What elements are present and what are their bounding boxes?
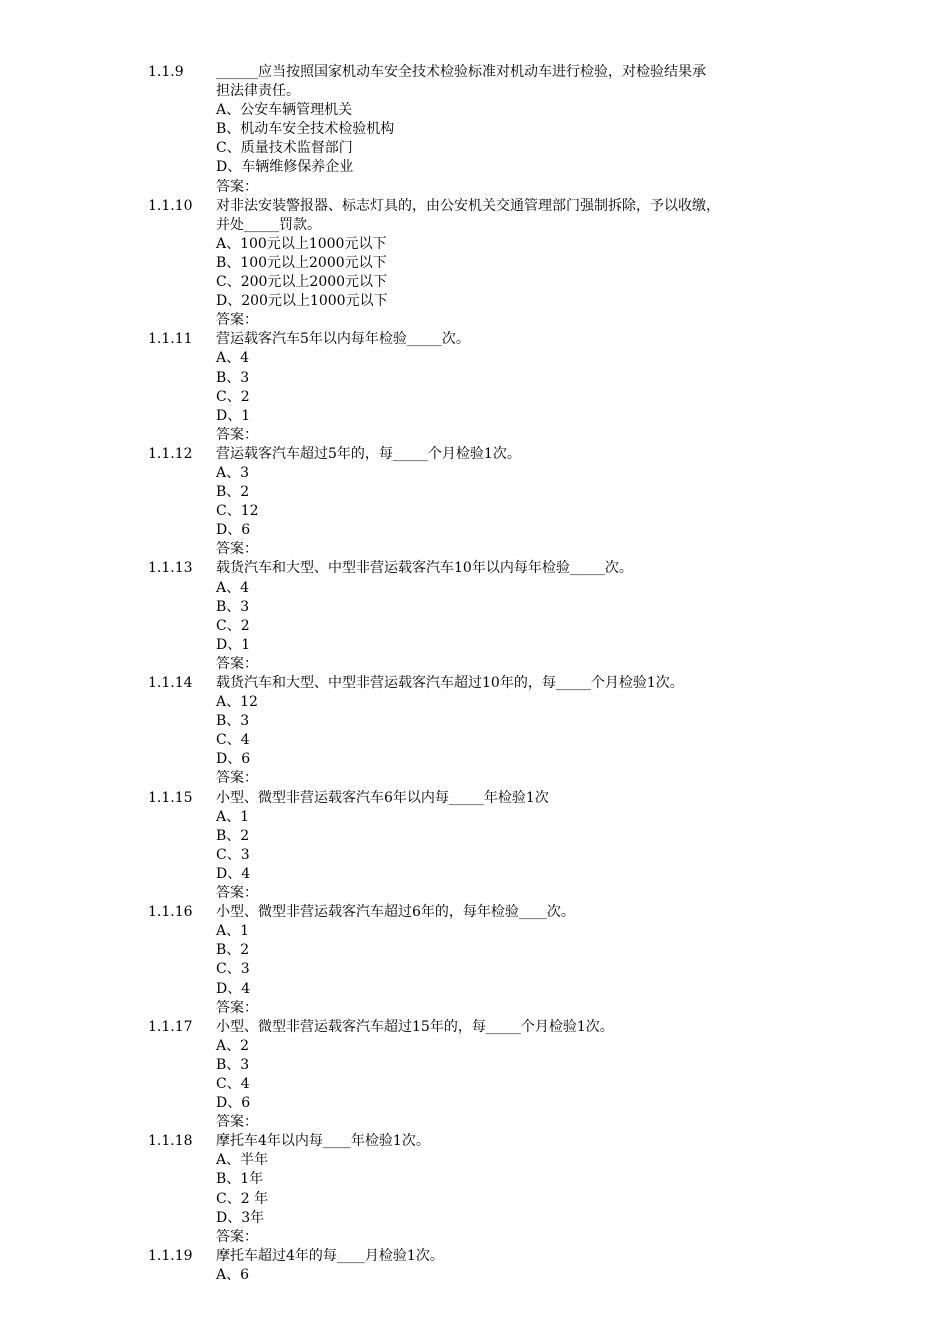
question-text-line: 小型、微型非营运载客汽车超过15年的，每_____个月检验1次。: [216, 1018, 614, 1035]
answer-label: 答案：: [216, 312, 258, 329]
answer-option: C、4: [216, 1075, 250, 1092]
answer-option: B、3: [216, 713, 250, 730]
question-text-line: 摩托车4年以内每____年检验1次。: [216, 1133, 430, 1150]
answer-option: A、半年: [216, 1152, 269, 1169]
answer-option: C、2: [216, 388, 250, 405]
answer-option: C、4: [216, 732, 250, 749]
answer-option: D、200元以上1000元以下: [216, 293, 388, 310]
answer-option: C、12: [216, 503, 259, 520]
answer-option: A、100元以上1000元以下: [216, 235, 387, 252]
answer-label: 答案：: [216, 541, 258, 558]
question-text-line: 营运载客汽车超过5年的，每_____个月检验1次。: [216, 445, 521, 462]
question-text-line: 小型、微型非营运载客汽车6年以内每_____年检验1次: [216, 789, 549, 806]
question-text-line: 载货汽车和大型、中型非营运载客汽车超过10年的，每_____个月检验1次。: [216, 675, 684, 691]
question-text-line: 小型、微型非营运载客汽车超过6年的，每年检验____次。: [216, 904, 575, 921]
question-block: [0, 559, 950, 674]
answer-option: B、100元以上2000元以下: [216, 254, 387, 271]
answer-label: 答案：: [216, 770, 258, 787]
answer-option: B、2: [216, 484, 250, 501]
question-text-line: 摩托车超过4年的每____月检验1次。: [216, 1247, 444, 1264]
answer-option: D、6: [216, 522, 251, 539]
question-number: 1.1.14: [148, 675, 193, 691]
question-number: 1.1.15: [148, 789, 193, 806]
question-text-line: 担法律责任。: [216, 83, 300, 100]
question-number: 1.1.17: [148, 1018, 193, 1035]
answer-label: 答案：: [216, 885, 258, 902]
answer-option: D、4: [216, 980, 251, 997]
question-text-line: 载货汽车和大型、中型非营运载客汽车10年以内每年检验_____次。: [216, 560, 633, 577]
question-block: [0, 903, 950, 1018]
answer-option: B、2: [216, 942, 250, 959]
question-text-line: ______应当按照国家机动车安全技术检验标准对机动车进行检验，对检验结果承: [216, 64, 706, 80]
answer-option: B、3: [216, 1056, 250, 1073]
answer-option: C、3: [216, 961, 250, 978]
answer-option: C、2: [216, 617, 250, 634]
answer-label: 答案：: [216, 655, 258, 672]
answer-option: D、6: [216, 751, 251, 768]
question-block: [0, 1132, 950, 1247]
answer-label: 答案：: [216, 1228, 258, 1245]
answer-option: B、1年: [216, 1171, 264, 1188]
question-block: [0, 445, 950, 560]
answer-option: C、3: [216, 846, 250, 863]
answer-option: B、2: [216, 827, 250, 844]
question-text-line: 对非法安装警报器、标志灯具的，由公安机关交通管理部门强制拆除，予以收缴，: [216, 197, 720, 214]
answer-option: A、4: [216, 579, 250, 596]
question-block: [0, 197, 950, 331]
answer-label: 答案：: [216, 426, 258, 443]
answer-option: C、质量技术监督部门: [216, 140, 353, 157]
answer-option: D、3年: [216, 1209, 265, 1226]
question-block: [0, 674, 950, 789]
answer-label: 答案：: [216, 178, 258, 195]
answer-option: A、4: [216, 350, 250, 367]
question-block: [0, 330, 950, 445]
answer-option: D、4: [216, 865, 251, 882]
question-number: 1.1.19: [148, 1247, 193, 1264]
answer-option: A、3: [216, 464, 250, 481]
answer-option: A、公安车辆管理机关: [216, 102, 353, 119]
answer-option: A、12: [216, 694, 258, 711]
answer-option: B、机动车安全技术检验机构: [216, 121, 395, 138]
question-text-line: 并处_____罚款。: [216, 216, 321, 233]
question-number: 1.1.16: [148, 904, 193, 921]
answer-label: 答案：: [216, 1114, 258, 1131]
question-number: 1.1.18: [148, 1133, 193, 1150]
answer-option: D、6: [216, 1095, 251, 1112]
document-page: [0, 63, 950, 1285]
answer-option: D、车辆维修保养企业: [216, 159, 354, 176]
question-block: [0, 63, 950, 197]
question-number: 1.1.12: [148, 445, 193, 462]
answer-option: D、1: [216, 636, 251, 653]
answer-option: B、3: [216, 369, 250, 386]
question-block: [0, 1018, 950, 1133]
answer-option: C、2 年: [216, 1190, 269, 1207]
question-block: [0, 1247, 950, 1285]
answer-option: A、6: [216, 1266, 250, 1283]
answer-option: B、3: [216, 598, 250, 615]
question-block: [0, 789, 950, 904]
answer-option: A、1: [216, 923, 250, 940]
question-number: 1.1.11: [148, 331, 193, 348]
question-number: 1.1.9: [148, 64, 184, 80]
answer-option: C、200元以上2000元以下: [216, 274, 388, 291]
question-text-line: 营运载客汽车5年以内每年检验_____次。: [216, 331, 470, 348]
answer-label: 答案：: [216, 999, 258, 1016]
question-number: 1.1.10: [148, 197, 193, 214]
answer-option: D、1: [216, 407, 251, 424]
answer-option: A、1: [216, 808, 250, 825]
question-number: 1.1.13: [148, 560, 193, 577]
answer-option: A、2: [216, 1037, 250, 1054]
